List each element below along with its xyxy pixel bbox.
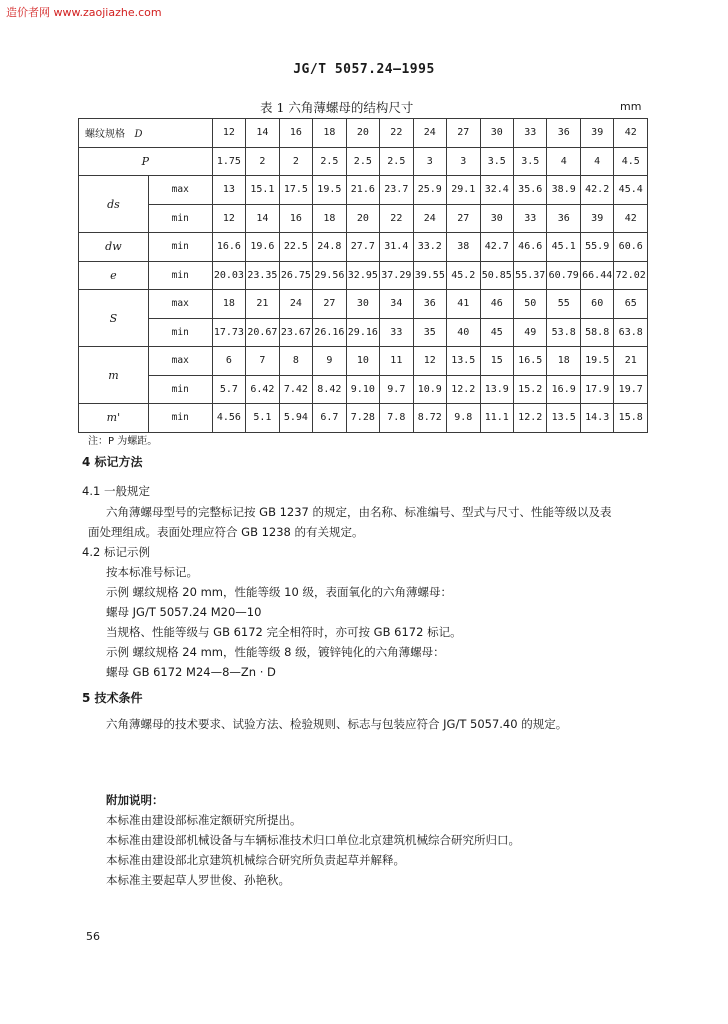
appendix-line: 本标准由建设部标准定额研究所提出。 [106, 813, 302, 827]
page-number: 56 [86, 930, 100, 943]
table-row [79, 261, 648, 290]
value-cell: 3.5 [513, 147, 546, 176]
table-caption: 表 1 六角薄螺母的结构尺寸 [260, 100, 414, 115]
value-cell: 27.7 [346, 233, 379, 262]
value-cell: 4.56 [212, 404, 245, 433]
value-cell: 41 [447, 290, 480, 319]
value-cell: 39.55 [413, 261, 446, 290]
value-cell: 17.9 [580, 375, 613, 404]
value-cell: 19.5 [580, 347, 613, 376]
value-cell: 21 [614, 347, 648, 376]
value-cell: 13 [212, 176, 245, 205]
value-cell: 60 [580, 290, 613, 319]
value-cell: 2.5 [313, 147, 346, 176]
value-cell: 16 [279, 204, 312, 233]
row-limit-cell: min [148, 404, 212, 433]
value-cell: 19.6 [246, 233, 279, 262]
section-4-2-line-3: 螺母 JG/T 5057.24 M20—10 [106, 605, 262, 619]
row-limit-cell: min [148, 233, 212, 262]
value-cell: 32.95 [346, 261, 379, 290]
value-cell: 14 [246, 204, 279, 233]
size-header-cell: 12 [212, 119, 245, 148]
value-cell: 42.2 [580, 176, 613, 205]
value-cell: 45.4 [614, 176, 648, 205]
value-cell: 6.42 [246, 375, 279, 404]
value-cell: 9.10 [346, 375, 379, 404]
value-cell: 36 [547, 204, 580, 233]
value-cell: 53.8 [547, 318, 580, 347]
row-symbol-cell: m' [79, 404, 149, 433]
value-cell: 19.5 [313, 176, 346, 205]
size-header-cell: 39 [580, 119, 613, 148]
value-cell: 38 [447, 233, 480, 262]
table-row [79, 147, 648, 176]
value-cell: 55.9 [580, 233, 613, 262]
value-cell: 1.75 [212, 147, 245, 176]
row-limit-cell: min [148, 261, 212, 290]
size-header-cell: 22 [380, 119, 413, 148]
value-cell: 14.3 [580, 404, 613, 433]
value-cell: 45.2 [447, 261, 480, 290]
value-cell: 31.4 [380, 233, 413, 262]
value-cell: 3 [447, 147, 480, 176]
watermark: 造价者网 www.zaojiazhe.com [6, 6, 162, 19]
section-5-text: 六角薄螺母的技术要求、试验方法、检验规则、标志与包装应符合 JG/T 5057.40 的规定。 [106, 717, 568, 731]
value-cell: 20.67 [246, 318, 279, 347]
value-cell: 9 [313, 347, 346, 376]
value-cell: 2 [246, 147, 279, 176]
value-cell: 17.5 [279, 176, 312, 205]
value-cell: 11 [380, 347, 413, 376]
section-4-2-line-5: 示例 螺纹规格 24 mm，性能等级 8 级，镀锌钝化的六角薄螺母： [106, 645, 445, 659]
size-header-cell: 24 [413, 119, 446, 148]
row-symbol-cell: e [79, 261, 149, 290]
value-cell: 63.8 [614, 318, 648, 347]
value-cell: 23.67 [279, 318, 312, 347]
value-cell: 12.2 [447, 375, 480, 404]
row-symbol-cell: ds [79, 176, 149, 233]
value-cell: 10 [346, 347, 379, 376]
value-cell: 22.5 [279, 233, 312, 262]
table-row [79, 375, 648, 404]
size-header-cell: 27 [447, 119, 480, 148]
value-cell: 6 [212, 347, 245, 376]
value-cell: 9.7 [380, 375, 413, 404]
section-4-1-heading: 4.1 一般规定 [82, 484, 150, 498]
table-row [79, 347, 648, 376]
value-cell: 4.5 [614, 147, 648, 176]
value-cell: 50 [513, 290, 546, 319]
value-cell: 26.16 [313, 318, 346, 347]
value-cell: 35.6 [513, 176, 546, 205]
value-cell: 7.42 [279, 375, 312, 404]
table-header-row [79, 119, 648, 148]
header-label: 螺纹规格 [85, 129, 125, 141]
value-cell: 40 [447, 318, 480, 347]
value-cell: 60.6 [614, 233, 648, 262]
size-header-cell: 16 [279, 119, 312, 148]
value-cell: 29.56 [313, 261, 346, 290]
table-row [79, 176, 648, 205]
appendix-heading: 附加说明： [106, 793, 164, 807]
size-header-cell: 36 [547, 119, 580, 148]
value-cell: 7.8 [380, 404, 413, 433]
value-cell: 33 [380, 318, 413, 347]
header-cell [79, 119, 213, 148]
value-cell: 4 [580, 147, 613, 176]
value-cell: 21 [246, 290, 279, 319]
value-cell: 20.03 [212, 261, 245, 290]
value-cell: 24 [413, 204, 446, 233]
table-row [79, 404, 648, 433]
value-cell: 58.8 [580, 318, 613, 347]
size-header-cell: 18 [313, 119, 346, 148]
value-cell: 27 [447, 204, 480, 233]
value-cell: 3.5 [480, 147, 513, 176]
value-cell: 27 [313, 290, 346, 319]
value-cell: 26.75 [279, 261, 312, 290]
value-cell: 13.5 [547, 404, 580, 433]
section-4-2-line-2: 示例 螺纹规格 20 mm，性能等级 10 级，表面氧化的六角薄螺母： [106, 585, 452, 599]
row-symbol-cell: dw [79, 233, 149, 262]
appendix-line: 本标准主要起草人罗世俊、孙艳秋。 [106, 873, 290, 887]
value-cell: 12 [413, 347, 446, 376]
row-limit-cell: min [148, 204, 212, 233]
value-cell: 49 [513, 318, 546, 347]
header-symbol: D [134, 129, 143, 141]
value-cell: 15.1 [246, 176, 279, 205]
table-row [79, 318, 648, 347]
row-limit-cell: max [148, 176, 212, 205]
row-limit-cell: max [148, 290, 212, 319]
value-cell: 7.28 [346, 404, 379, 433]
value-cell: 21.6 [346, 176, 379, 205]
value-cell: 23.7 [380, 176, 413, 205]
value-cell: 18 [547, 347, 580, 376]
value-cell: 34 [380, 290, 413, 319]
size-header-cell: 33 [513, 119, 546, 148]
value-cell: 9.8 [447, 404, 480, 433]
value-cell: 46.6 [513, 233, 546, 262]
value-cell: 15 [480, 347, 513, 376]
section-5-heading: 5 技术条件 [82, 691, 143, 705]
value-cell: 16.9 [547, 375, 580, 404]
value-cell: 13.5 [447, 347, 480, 376]
value-cell: 3 [413, 147, 446, 176]
value-cell: 42 [614, 204, 648, 233]
table-row [79, 233, 648, 262]
value-cell: 72.02 [614, 261, 648, 290]
value-cell: 32.4 [480, 176, 513, 205]
value-cell: 6.7 [313, 404, 346, 433]
row-limit-cell: max [148, 347, 212, 376]
value-cell: 30 [346, 290, 379, 319]
value-cell: 29.1 [447, 176, 480, 205]
appendix-line: 本标准由建设部北京建筑机械综合研究所负责起草并解释。 [106, 853, 405, 867]
standard-header: JG/T 5057.24—1995 [293, 62, 435, 77]
value-cell: 33 [513, 204, 546, 233]
section-4-heading: 4 标记方法 [82, 455, 143, 469]
value-cell: 37.29 [380, 261, 413, 290]
value-cell: 23.35 [246, 261, 279, 290]
value-cell: 50.85 [480, 261, 513, 290]
value-cell: 42.7 [480, 233, 513, 262]
value-cell: 66.44 [580, 261, 613, 290]
section-4-1-text-2: 面处理组成。表面处理应符合 GB 1238 的有关规定。 [88, 525, 364, 539]
value-cell: 8.42 [313, 375, 346, 404]
value-cell: 15.2 [513, 375, 546, 404]
table-row [79, 290, 648, 319]
value-cell: 45 [480, 318, 513, 347]
value-cell: 20 [346, 204, 379, 233]
section-4-2-line-1: 按本标准号标记。 [106, 565, 198, 579]
value-cell: 35 [413, 318, 446, 347]
value-cell: 22 [380, 204, 413, 233]
value-cell: 55 [547, 290, 580, 319]
value-cell: 24 [279, 290, 312, 319]
value-cell: 24.8 [313, 233, 346, 262]
table-unit: mm [620, 100, 642, 113]
value-cell: 18 [212, 290, 245, 319]
value-cell: 10.9 [413, 375, 446, 404]
value-cell: 55.37 [513, 261, 546, 290]
table-row [79, 204, 648, 233]
value-cell: 38.9 [547, 176, 580, 205]
table-note: 注：P 为螺距。 [88, 436, 158, 447]
value-cell: 11.1 [480, 404, 513, 433]
value-cell: 25.9 [413, 176, 446, 205]
value-cell: 39 [580, 204, 613, 233]
value-cell: 33.2 [413, 233, 446, 262]
value-cell: 17.73 [212, 318, 245, 347]
value-cell: 13.9 [480, 375, 513, 404]
value-cell: 4 [547, 147, 580, 176]
value-cell: 12.2 [513, 404, 546, 433]
section-4-2-line-4: 当规格、性能等级与 GB 6172 完全相符时，亦可按 GB 6172 标记。 [106, 625, 462, 639]
value-cell: 7 [246, 347, 279, 376]
value-cell: 18 [313, 204, 346, 233]
value-cell: 5.7 [212, 375, 245, 404]
value-cell: 5.94 [279, 404, 312, 433]
value-cell: 30 [480, 204, 513, 233]
size-header-cell: 42 [614, 119, 648, 148]
value-cell: 45.1 [547, 233, 580, 262]
section-4-2-line-6: 螺母 GB 6172 M24—8—Zn · D [106, 665, 276, 679]
value-cell: 8 [279, 347, 312, 376]
value-cell: 36 [413, 290, 446, 319]
value-cell: 15.8 [614, 404, 648, 433]
value-cell: 8.72 [413, 404, 446, 433]
value-cell: 16.6 [212, 233, 245, 262]
value-cell: 65 [614, 290, 648, 319]
value-cell: 12 [212, 204, 245, 233]
section-4-1-text-1: 六角薄螺母型号的完整标记按 GB 1237 的规定，由名称、标准编号、型式与尺寸、性能等级以及表 [106, 505, 612, 519]
size-header-cell: 20 [346, 119, 379, 148]
row-symbol-cell: S [79, 290, 149, 347]
value-cell: 46 [480, 290, 513, 319]
row-symbol-cell: m [79, 347, 149, 404]
size-header-cell: 14 [246, 119, 279, 148]
row-limit-cell: min [148, 375, 212, 404]
value-cell: 5.1 [246, 404, 279, 433]
value-cell: 19.7 [614, 375, 648, 404]
section-4-2-heading: 4.2 标记示例 [82, 545, 150, 559]
value-cell: 16.5 [513, 347, 546, 376]
value-cell: 2 [279, 147, 312, 176]
value-cell: 29.16 [346, 318, 379, 347]
value-cell: 60.79 [547, 261, 580, 290]
value-cell: 2.5 [346, 147, 379, 176]
value-cell: 2.5 [380, 147, 413, 176]
row-symbol-cell: P [79, 147, 213, 176]
row-limit-cell: min [148, 318, 212, 347]
dimension-table [78, 118, 648, 433]
size-header-cell: 30 [480, 119, 513, 148]
appendix-line: 本标准由建设部机械设备与车辆标准技术归口单位北京建筑机械综合研究所归口。 [106, 833, 520, 847]
